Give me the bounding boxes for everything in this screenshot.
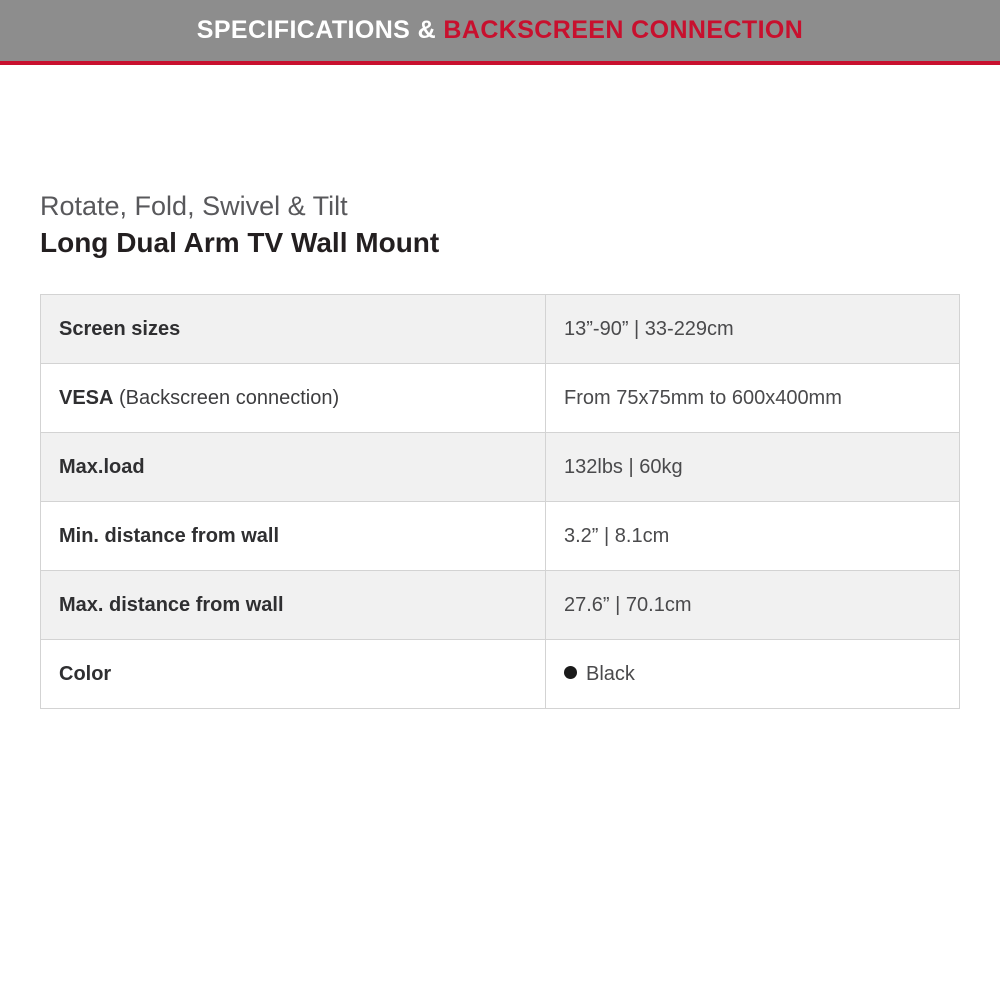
spec-value-cell [546, 640, 960, 709]
spec-label-cell [41, 640, 546, 709]
color-swatch-icon [564, 666, 577, 679]
spec-value-cell: From 75x75mm to 600x400mm [546, 364, 960, 433]
spec-value-cell: 132lbs | 60kg [546, 433, 960, 502]
table-row [41, 433, 960, 502]
spec-label-cell [41, 502, 546, 571]
header-title-primary: SPECIFICATIONS & [196, 16, 444, 44]
product-titles [40, 190, 960, 260]
table-row [41, 295, 960, 364]
table-row [41, 571, 960, 640]
spec-label-cell [41, 571, 546, 640]
spec-value-cell: 13”-90” | 33-229cm [546, 295, 960, 364]
spec-label: Screen sizes [59, 317, 181, 340]
spec-label: VESA [59, 386, 114, 409]
table-row [41, 364, 960, 433]
spec-label-note: (Backscreen connection) [113, 386, 340, 409]
product-subtitle: Rotate, Fold, Swivel & Tilt [40, 191, 348, 221]
spec-label-cell [41, 295, 546, 364]
spec-label: Max. distance from wall [59, 593, 284, 616]
spec-label-cell [41, 433, 546, 502]
header-bar [0, 0, 1000, 61]
color-value: Black [586, 662, 635, 685]
table-row [41, 502, 960, 571]
header-accent-rule [0, 61, 1000, 65]
header-title [197, 16, 803, 45]
spec-label: Min. distance from wall [59, 524, 280, 547]
spec-label: Max.load [59, 455, 145, 478]
specifications-table [40, 294, 960, 709]
spec-label-cell [41, 364, 546, 433]
spec-value-cell: 3.2” | 8.1cm [546, 502, 960, 571]
header-title-accent: BACKSCREEN CONNECTION [443, 16, 804, 44]
spec-label: Color [59, 662, 112, 685]
page-title: Long Dual Arm TV Wall Mount [40, 227, 440, 259]
spec-value-cell: 27.6” | 70.1cm [546, 571, 960, 640]
table-row [41, 640, 960, 709]
